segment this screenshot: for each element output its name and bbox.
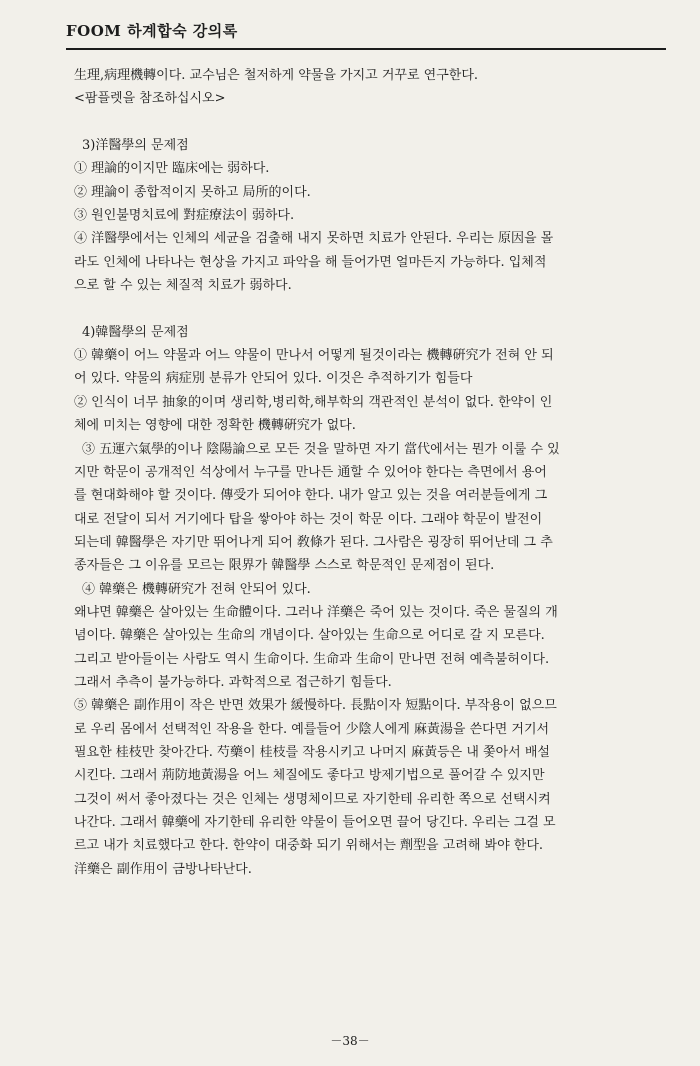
text-line: 시킨다. 그래서 荊防地黃湯을 어느 체질에도 좋다고 방제기법으로 풀어갈 수 있지만 [74,768,545,784]
text-line: 洋藥은 副作用이 금방나타난다. [74,861,252,877]
text-line: ⑤ 韓藥은 副作用이 작은 반면 效果가 緩慢하다. 長點이자 短點이다. 부작용이 없으므 [74,698,557,714]
text-line: 生理,病理機轉이다. 교수님은 철저하게 약물을 가지고 거꾸로 연구한다. [74,68,479,83]
header-rule [66,48,666,50]
blank-line [74,301,669,324]
text-line: 종자들은 그 이유를 모르는 限界가 韓醫學 스스로 학문적인 문제점이 된다. [74,558,495,574]
running-header: FOOM 하계합숙 강의록 [66,22,238,40]
text-line: ② 인식이 너무 抽象的이며 생리학,병리학,해부학의 객관적인 분석이 없다. 한약이 인 [74,394,553,410]
text-line: <팜플렛을 참조하십시오> [74,91,226,107]
text-line: ④ 韓藥은 機轉硏究가 전혀 안되어 있다. [82,581,311,597]
text-line: ④ 洋醫學에서는 인체의 세균을 검출해 내지 못하면 치료가 안된다. 우리는 原因을 몰 [74,231,554,247]
text-line: ③ 원인불명치료에 對症療法이 弱하다. [74,208,295,224]
text-line: 그리고 받아들이는 사람도 역시 生命이다. 生命과 生命이 만나면 전혀 예측불허이다. [74,651,550,667]
text-line: 되는데 韓醫學은 자기만 뛰어나게 되어 敎條가 된다. 그사람은 굉장히 뛰어난데 그 추 [74,534,553,550]
text-line: ② 理論이 종합적이지 못하고 局所的이다. [74,184,311,200]
text-line: 그래서 추측이 불가능하다. 과학적으로 접근하기 힘들다. [74,674,392,690]
text-line: 로 우리 몸에서 선택적인 작용을 한다. 예를들어 少陰人에게 麻黃湯을 쓴다면 거기서 [74,721,550,737]
text-line: 념이다. 韓藥은 살아있는 生命의 개념이다. 살아있는 生命으로 어디로 갈 지 모른다. [74,628,545,644]
text-line: ① 理論的이지만 臨床에는 弱하다. [74,161,270,177]
text-line: 체에 미치는 영향에 대한 정확한 機轉硏究가 없다. [74,418,356,434]
text-line: 그것이 써서 좋아졌다는 것은 인체는 생명체이므로 자기한테 유리한 쪽으로 선택시켜 [74,791,551,807]
text-line: 필요한 桂枝만 찾아간다. 芍藥이 桂枝를 작용시키고 나머지 麻黃등은 내 쫓아서 배설 [74,744,550,760]
text-line: 대로 전달이 되서 거기에다 탑을 쌓아야 하는 것이 학문 이다. 그래야 학문이 발전이 [74,511,543,527]
text-line: 4)韓醫學의 문제점 [82,324,189,340]
page-number: －38－ [330,1034,370,1048]
text-line: 으로 할 수 있는 체질적 치료가 弱하다. [74,278,292,294]
text-line: 어 있다. 약물의 病症別 분류가 안되어 있다. 이것은 추적하기가 힘들다 [74,371,473,387]
text-line: ③ 五運六氣學的이나 陰陽論으로 모든 것을 말하면 자기 當代에서는 뭔가 이룰 수 있 [82,441,560,457]
text-line: 르고 내가 치료했다고 한다. 한약이 대중화 되기 위해서는 劑型을 고려해 봐야 한다. [74,838,544,854]
text-line: 를 현대화해야 할 것이다. 傳受가 되어야 한다. 내가 알고 있는 것을 여러분들에게 그 [74,488,548,504]
body-text [74,68,669,885]
text-line: 왜냐면 韓藥은 살아있는 生命體이다. 그러나 洋藥은 죽어 있는 것이다. 죽은 물질의 개 [74,604,558,620]
text-line: ① 韓藥이 어느 약물과 어느 약물이 만나서 어떻게 될것이라는 機轉硏究가 전혀 안 되 [74,348,554,364]
blank-line [74,115,669,138]
text-line: 지만 학문이 공개적인 석상에서 누구를 만나든 通할 수 있어야 한다는 측면에서 용어 [74,464,547,480]
text-line: 나간다. 그래서 韓藥에 자기한테 유리한 약물이 들어오면 끌어 당긴다. 우리는 그걸 모 [74,815,556,830]
text-line: 라도 인체에 나타나는 현상을 가지고 파악을 해 들어가면 얼마든지 가능하다. 입체적 [74,254,547,270]
text-line: 3)洋醫學의 문제점 [82,138,189,154]
